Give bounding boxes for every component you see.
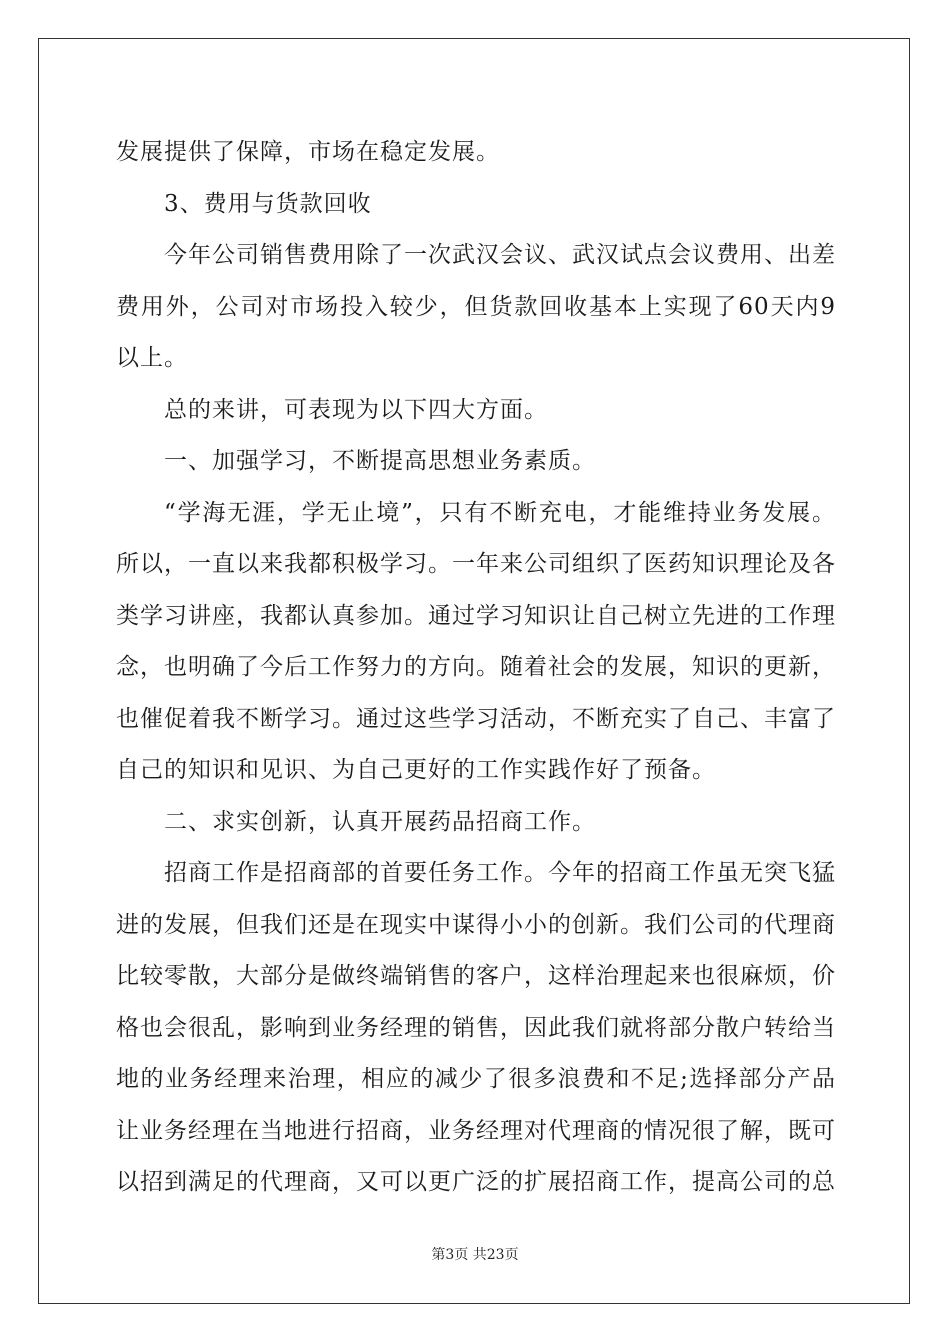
page-number-footer: 第3页 共23页 [431, 1247, 519, 1263]
text-line: 类学习讲座，我都认真参加。通过学习知识让自己树立先进的工作理 [116, 602, 836, 629]
text-line: 所以，一直以来我都积极学习。一年来公司组织了医药知识理论及各 [116, 551, 836, 577]
text-line: 二、求实创新，认真开展药品招商工作。 [164, 808, 596, 835]
text-line: 地的业务经理来治理，相应的减少了很多浪费和不足;选择部分产品 [116, 1066, 836, 1092]
text-line: 以招到满足的代理商，又可以更广泛的扩展招商工作，提高公司的总 [116, 1169, 836, 1195]
text-line: 3、费用与货款回收 [164, 190, 372, 217]
text-line: 总的来讲，可表现为以下四大方面。 [164, 396, 548, 423]
text-line: 发展提供了保障，市场在稳定发展。 [116, 139, 500, 165]
text-line: 招商工作是招商部的首要任务工作。今年的招商工作虽无突飞猛 [164, 860, 836, 886]
text-line: 让业务经理在当地进行招商，业务经理对代理商的情况很了解，既可 [116, 1117, 836, 1144]
text-line: 比较零散，大部分是做终端销售的客户，这样治理起来也很麻烦，价 [116, 963, 836, 989]
text-line: 进的发展，但我们还是在现实中谋得小小的创新。我们公司的代理商 [116, 911, 836, 938]
text-line: “学海无涯，学无止境”，只有不断充电，才能维持业务发展。 [164, 499, 836, 526]
text-line: 费用外，公司对市场投入较少，但货款回收基本上实现了60天内9 [116, 293, 836, 320]
text-line: 以上。 [116, 345, 188, 371]
text-line: 一、加强学习，不断提高思想业务素质。 [164, 448, 596, 474]
text-line: 也催促着我不断学习。通过这些学习活动，不断充实了自己、丰富了 [116, 705, 836, 732]
text-line: 格也会很乱，影响到业务经理的销售，因此我们就将部分散户转给当 [116, 1014, 836, 1041]
text-line: 今年公司销售费用除了一次武汉会议、武汉试点会议费用、出差 [164, 242, 836, 268]
text-line: 念，也明确了今后工作努力的方向。随着社会的发展，知识的更新， [116, 654, 836, 680]
text-line: 自己的知识和见识、为自己更好的工作实践作好了预备。 [116, 757, 716, 783]
